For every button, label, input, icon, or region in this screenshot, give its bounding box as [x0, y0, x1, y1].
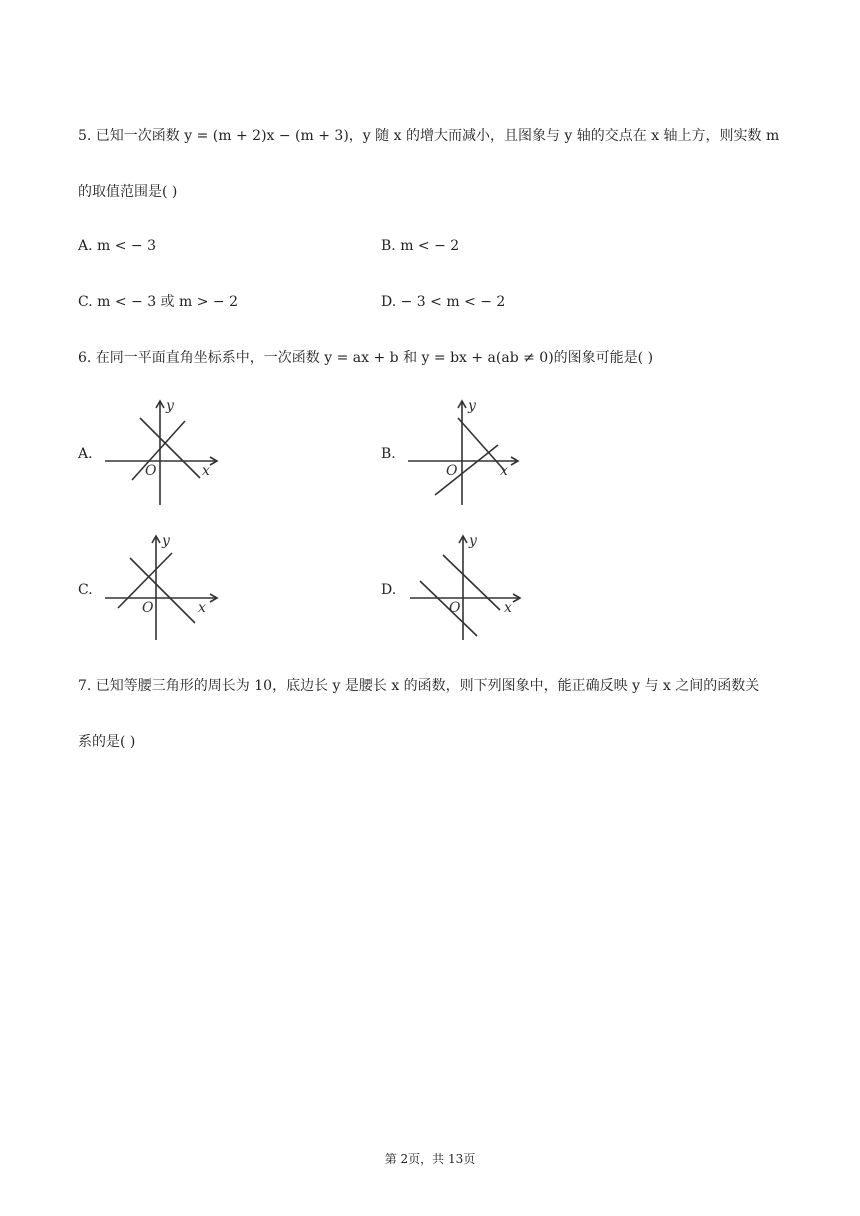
q5-option-b: B. m < − 2: [381, 238, 460, 254]
q6-graph-a: [100, 393, 225, 508]
x-axis-label: x: [198, 600, 206, 616]
q6-graph-d: [400, 528, 525, 643]
q5-option-a: A. m < − 3: [78, 238, 157, 254]
origin-label: O: [145, 463, 157, 479]
q6-option-c-label: C.: [78, 582, 93, 598]
origin-label: O: [142, 600, 154, 616]
q6-stem: 6. 在同一平面直角坐标系中，一次函数 y = ax + b 和 y = bx + a(ab ≠ 0)的图象可能是( ): [78, 350, 654, 366]
line-2: [458, 418, 505, 471]
y-axis-label: y: [468, 398, 476, 414]
line-1: [130, 558, 195, 623]
q5-stem-line1: 5. 已知一次函数 y = (m + 2)x − (m + 3)，y 随 x 的增大而减小，且图象与 y 轴的交点在 x 轴上方，则实数 m: [78, 128, 780, 144]
q5-option-c: C. m < − 3 或 m > − 2: [78, 294, 239, 310]
q6-graph-c: [100, 528, 225, 643]
origin-label: O: [449, 600, 461, 616]
q7-stem-line1: 7. 已知等腰三角形的周长为 10，底边长 y 是腰长 x 的函数，则下列图象中，能正确反映 y 与 x 之间的函数关: [78, 678, 760, 694]
q5-option-d: D. − 3 < m < − 2: [381, 294, 506, 310]
x-axis-label: x: [504, 600, 512, 616]
origin-label: O: [446, 463, 458, 479]
q6-option-a-label: A.: [78, 446, 93, 462]
y-axis-label: y: [162, 533, 170, 549]
q7-stem-line2: 系的是( ): [78, 734, 136, 750]
y-axis-label: y: [469, 533, 477, 549]
x-axis-label: x: [500, 463, 508, 479]
q6-graph-b: [400, 393, 525, 508]
x-axis-label: x: [202, 463, 210, 479]
q6-option-b-label: B.: [381, 446, 396, 462]
page-footer: 第 2页，共 13页: [384, 1152, 476, 1166]
q6-option-d-label: D.: [381, 582, 397, 598]
line-2: [132, 421, 185, 480]
q5-stem-line2: 的取值范围是( ): [78, 184, 178, 200]
y-axis-label: y: [166, 398, 174, 414]
